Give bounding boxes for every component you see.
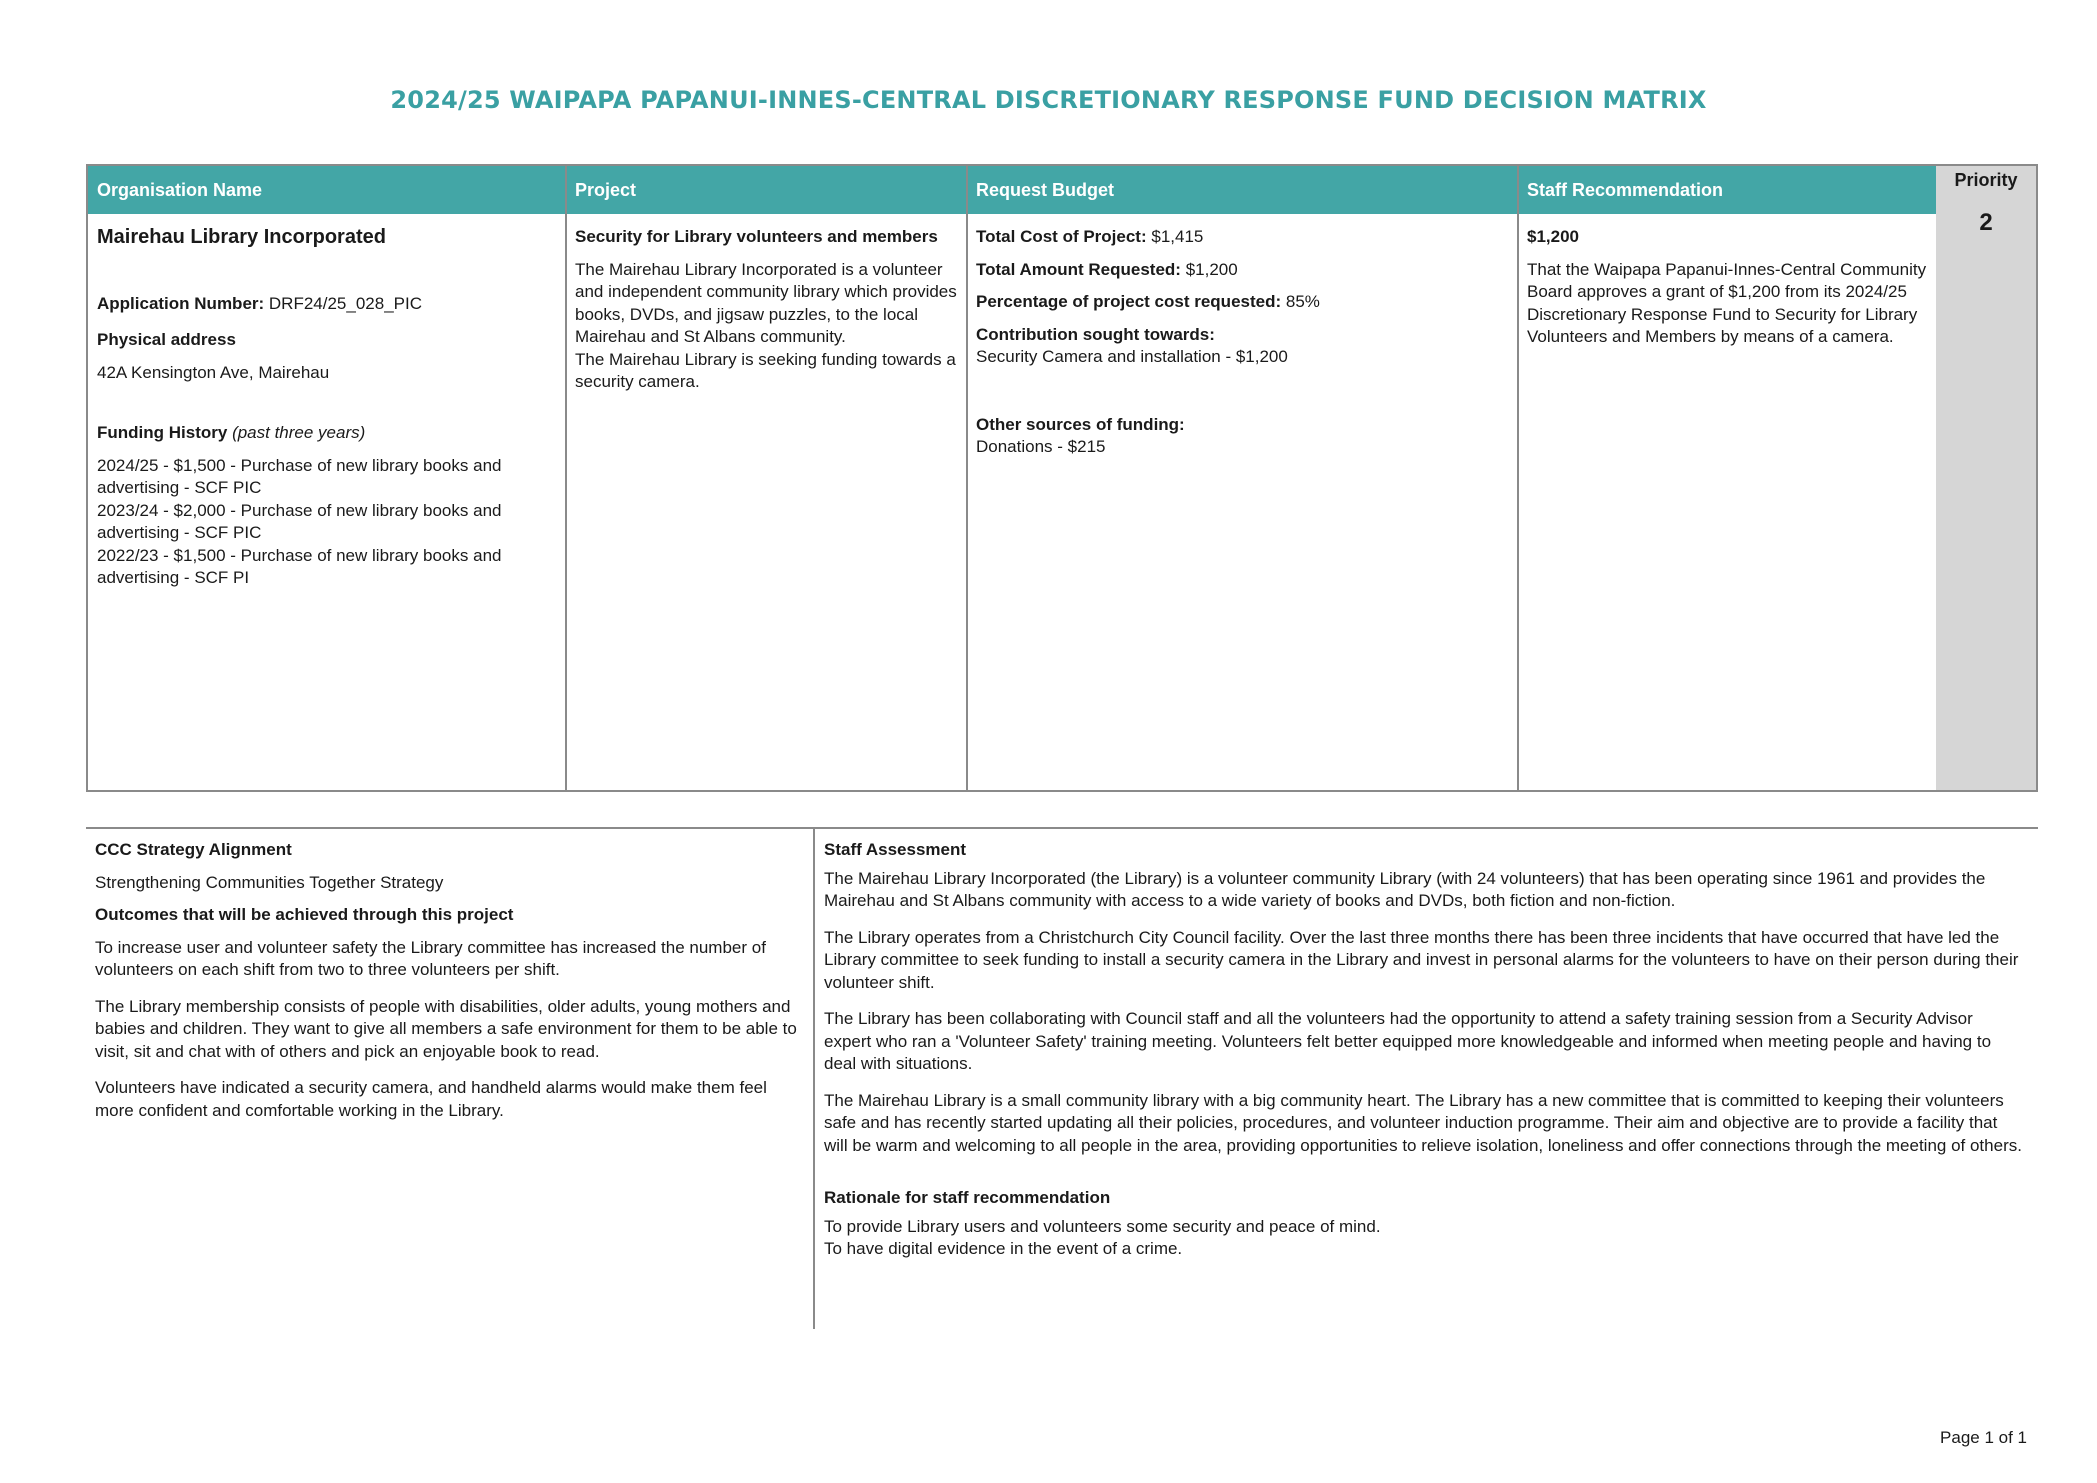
header-staff-recommendation: Staff Recommendation [1518, 166, 1938, 214]
priority-cell [1936, 166, 2036, 790]
rationale-line: To have digital evidence in the event of a crime. [824, 1239, 1183, 1258]
priority-value: 2 [1979, 209, 1993, 236]
funding-history-heading [97, 422, 557, 445]
recommended-amount: $1,200 [1527, 227, 1579, 246]
funding-history-item: 2024/25 - $1,500 - Purchase of new library books and advertising - SCF PIC [97, 455, 502, 497]
contribution-value: Security Camera and installation - $1,200 [976, 347, 1288, 366]
total-cost-row [976, 226, 1509, 249]
recommendation-text: That the Waipapa Papanui-Innes-Central Community Board approves a grant of $1,200 from its 2024/25 Discretionary Response Fund to Security for Library Volunteers and Members by means of a camera. [1527, 259, 1927, 346]
total-requested-row [976, 259, 1509, 282]
assessment-paragraph: The Library operates from a Christchurch City Council facility. Over the last three months there has been three incidents that have occurred that have led the Library committee to seek funding to install a security camera in the Library and invest in personal alarms for the volunteers to have on their person during their volunteer shift. [824, 927, 2019, 992]
contribution-label: Contribution sought towards: [976, 324, 1215, 344]
total-cost-label: Total Cost of Project: [976, 227, 1147, 246]
percentage-label: Percentage of project cost requested: [976, 292, 1282, 311]
project-description: The Mairehau Library Incorporated is a volunteer and independent community library which provides books, DVDs, and jigsaw puzzles, to the local Mairehau and St Albans community. [575, 259, 957, 346]
strategy-alignment-heading: CCC Strategy Alignment [95, 840, 292, 859]
other-sources-label: Other sources of funding: [976, 414, 1185, 434]
header-organisation: Organisation Name [88, 166, 566, 214]
funding-history-item: 2022/23 - $1,500 - Purchase of new library books and advertising - SCF PI [97, 545, 502, 587]
section-divider [86, 827, 2038, 829]
outcome-paragraph: To increase user and volunteer safety the Library committee has increased the number of volunteers on each shift from two to three volunteers per shift. [95, 937, 766, 979]
rationale-line: To provide Library users and volunteers some security and peace of mind. [824, 1216, 1381, 1236]
project-description: The Mairehau Library is seeking funding towards a security camera. [575, 349, 956, 391]
application-number: DRF24/25_028_PIC [268, 293, 422, 313]
funding-history-note: (past three years) [232, 423, 366, 442]
application-number-row [97, 293, 557, 316]
percentage-row [976, 291, 1509, 314]
assessment-paragraph: The Library has been collaborating with Council staff and all the volunteers had the opportunity to attend a safety training session from a Security Advisor expert who ran a 'Volunteer Safety' training meeting. Volunteers felt better equipped more knowledgeable and informed when meeting people and having to deal with situations. [824, 1009, 1992, 1073]
section-divider [813, 829, 815, 1329]
address-label: Physical address [97, 330, 236, 349]
strategy-alignment-section [95, 839, 807, 1122]
staff-assessment-section [824, 839, 2024, 1261]
assessment-paragraph: The Mairehau Library Incorporated (the Library) is a volunteer community Library (with 24 volunteers) that has been operating since 1961 and provides the Mairehau and St Albans community with access to a wide variety of books and DVDs, both fiction and non-fiction. [824, 868, 1986, 910]
outcome-paragraph: The Library membership consists of people with disabilities, older adults, young mothers and babies and children. They want to give all members a safe environment for them to be able to visit, sit and chat with of others and pick an enjoyable book to read. [95, 996, 797, 1061]
application-number-label: Application Number: [97, 293, 265, 313]
page-title: 2024/25 WAIPAPA PAPANUI-INNES-CENTRAL DISCRETIONARY RESPONSE FUND DECISION MATRIX [390, 86, 1707, 114]
total-requested-value: $1,200 [1185, 259, 1238, 279]
outcomes-heading: Outcomes that will be achieved through this project [95, 905, 514, 924]
total-requested-label: Total Amount Requested: [976, 259, 1181, 279]
project-title: Security for Library volunteers and members [575, 227, 938, 246]
header-project: Project [566, 166, 967, 214]
priority-label: Priority [1954, 170, 2018, 190]
project-cell [566, 214, 967, 790]
decision-matrix-table [86, 164, 2038, 792]
staff-recommendation-cell [1518, 214, 1938, 790]
funding-history-item: 2023/24 - $2,000 - Purchase of new library books and advertising - SCF PIC [97, 500, 502, 542]
organisation-cell [88, 214, 566, 790]
funding-history-label: Funding History [97, 423, 228, 442]
total-cost-value: $1,415 [1151, 227, 1204, 246]
rationale-heading: Rationale for staff recommendation [824, 1188, 1111, 1207]
page-number: Page 1 of 1 [1940, 1428, 2027, 1447]
staff-assessment-heading: Staff Assessment [824, 840, 967, 859]
budget-cell [967, 214, 1518, 790]
organisation-name: Mairehau Library Incorporated [97, 226, 386, 248]
percentage-value: 85% [1285, 292, 1320, 311]
other-sources-value: Donations - $215 [976, 437, 1106, 456]
outcome-paragraph: Volunteers have indicated a security camera, and handheld alarms would make them feel more confident and comfortable working in the Library. [95, 1078, 767, 1120]
strategy-name: Strengthening Communities Together Strategy [95, 872, 444, 892]
funding-history-list [97, 455, 557, 590]
assessment-paragraph: The Mairehau Library is a small community library with a big community heart. The Library has a new committee that is committed to keeping their volunteers safe and has recently started updating all their policies, procedures, and volunteer induction programme. Their aim and objective are to provide a facility that will be warm and welcoming to all people in the area, providing opportunities to relieve isolation, loneliness and offer connections through the meeting of others. [824, 1090, 2022, 1155]
header-budget: Request Budget [967, 166, 1518, 214]
physical-address: 42A Kensington Ave, Mairehau [97, 362, 330, 382]
